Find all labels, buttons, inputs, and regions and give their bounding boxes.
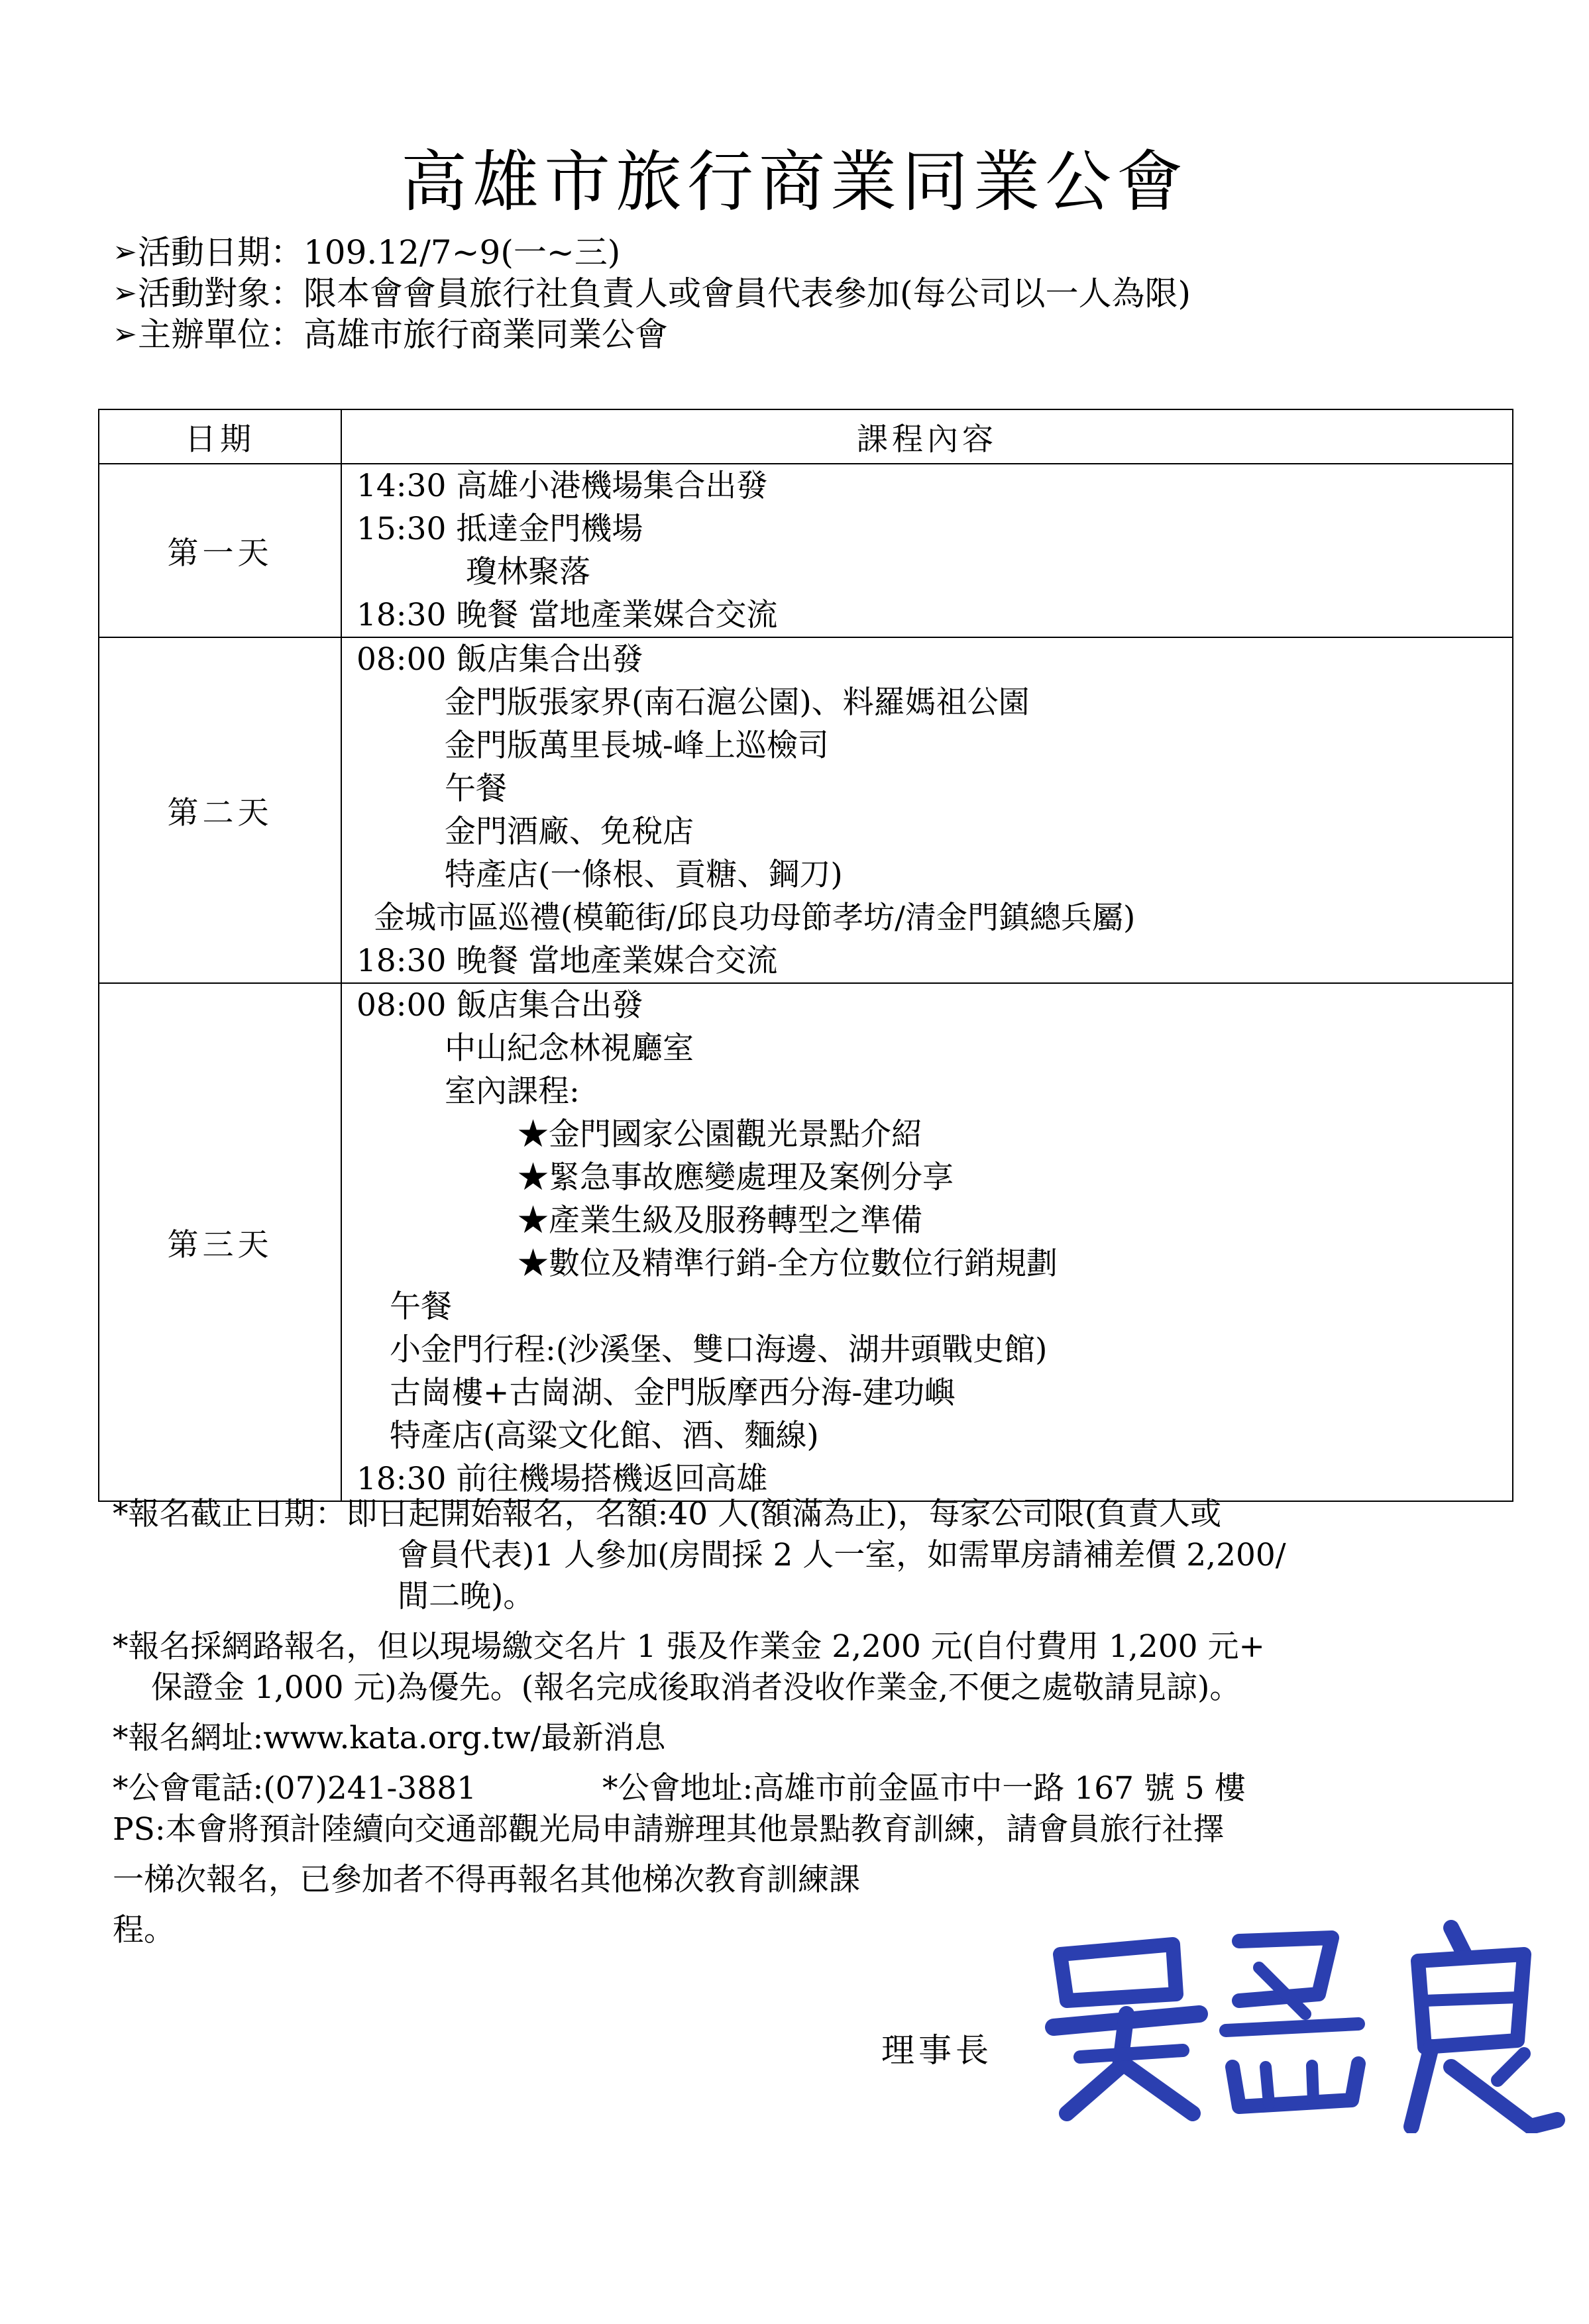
day-content	[341, 983, 1513, 1501]
chairman-label: 理事長	[881, 2031, 993, 2070]
schedule-item: 金城市區巡禮(模範街/邱良功母節孝坊/清金門鎮總兵屬)	[374, 900, 1136, 936]
schedule-row	[99, 637, 1513, 983]
schedule-item: 午餐	[445, 770, 507, 807]
deadline-note: *報名截止日期：即日起開始報名，名額:40 人(額滿為止)，每家公司限(負責人或	[113, 1496, 1222, 1532]
schedule-item: 小金門行程:(沙溪堡、雙口海邊、湖井頭戰史館)	[390, 1332, 1048, 1368]
schedule-item: 古崗樓+古崗湖、金門版摩西分海-建功嶼	[390, 1375, 956, 1411]
schedule-table	[98, 409, 1513, 1502]
day-label: 第二天	[99, 637, 341, 983]
day-label: 第一天	[99, 464, 341, 637]
schedule-item: 室內課程:	[445, 1073, 580, 1110]
schedule-item: 午餐	[390, 1289, 452, 1325]
day-label: 第三天	[99, 983, 341, 1501]
header-content: 課程內容	[341, 409, 1513, 464]
notes-section	[113, 1494, 1504, 1951]
schedule-item: 18:30 前往機場搭機返回高雄	[356, 1461, 768, 1497]
document-title: 高雄市旅行商業同業公會	[401, 143, 1188, 221]
deadline-note-cont: 間二晚)。	[398, 1578, 535, 1614]
schedule-item: 08:00 飯店集合出發	[356, 987, 643, 1024]
schedule-item: 瓊林聚落	[466, 554, 590, 590]
schedule-item: 18:30 晚餐 當地產業媒合交流	[356, 597, 778, 633]
arrow-bullet-icon: ➢	[113, 235, 137, 269]
ps-note-cont: 一梯次報名，已參加者不得再報名其他梯次教育訓練課	[113, 1862, 860, 1898]
schedule-row	[99, 464, 1513, 637]
day-content	[341, 637, 1513, 983]
schedule-row	[99, 983, 1513, 1501]
schedule-item: ★緊急事故應變處理及案例分享	[518, 1159, 954, 1196]
schedule-item: 18:30 晚餐 當地產業媒合交流	[356, 943, 778, 979]
chairman-signature-stamp	[1040, 1915, 1570, 2133]
day-content	[341, 464, 1513, 637]
arrow-bullet-icon: ➢	[113, 317, 137, 351]
schedule-item: 14:30 高雄小港機場集合出發	[356, 468, 768, 504]
payment-note: *報名採網路報名，但以現場繳交名片 1 張及作業金 2,200 元(自付費用 1,200 元+	[113, 1628, 1265, 1665]
schedule-item: 中山紀念林視廳室	[445, 1030, 694, 1067]
info-label: 主辦單位：	[138, 315, 303, 354]
contact-line	[113, 1768, 1504, 1809]
schedule-item: 金門酒廠、免稅店	[445, 814, 694, 850]
header-date: 日期	[99, 409, 341, 464]
ps-note: PS:本會將預計陸續向交通部觀光局申請辦理其他景點教育訓練，請會員旅行社擇	[113, 1811, 1225, 1848]
schedule-item: 金門版萬里長城-峰上巡檢司	[445, 727, 829, 764]
payment-note-cont: 保證金 1,000 元)為優先。(報名完成後取消者没收作業金,不便之處敬請見諒)。	[151, 1669, 1241, 1706]
info-date	[113, 232, 1504, 273]
ps-note-cont: 程。	[113, 1912, 175, 1948]
schedule-item: 08:00 飯店集合出發	[356, 641, 643, 678]
schedule-item: ★數位及精準行銷-全方位數位行銷規劃	[518, 1245, 1058, 1282]
schedule-item: 特產店(高粱文化館、酒、麵線)	[390, 1418, 819, 1454]
schedule-item: ★金門國家公園觀光景點介紹	[518, 1116, 922, 1153]
event-info	[113, 232, 1504, 355]
info-value: 高雄市旅行商業同業公會	[303, 315, 668, 354]
schedule-item: 15:30 抵達金門機場	[356, 511, 643, 547]
arrow-bullet-icon: ➢	[113, 276, 137, 310]
schedule-item: 金門版張家界(南石滬公園)、料羅媽祖公園	[445, 684, 1030, 721]
schedule-item: 特產店(一條根、貢糖、鋼刀)	[445, 857, 843, 893]
schedule-item: ★產業生級及服務轉型之準備	[518, 1202, 922, 1239]
table-header-row	[99, 409, 1513, 464]
info-label: 活動日期：	[138, 233, 303, 272]
phone-note: *公會電話:(07)241-3881	[113, 1770, 477, 1807]
info-organizer	[113, 314, 1504, 355]
address-note: *公會地址:高雄市前金區市中一路 167 號 5 樓	[602, 1770, 1246, 1807]
website-note: *報名網址:www.kata.org.tw/最新消息	[113, 1720, 666, 1756]
info-audience	[113, 273, 1504, 314]
info-value: 限本會會員旅行社負責人或會員代表參加(每公司以一人為限)	[303, 274, 1191, 313]
info-value: 109.12/7~9(一~三)	[303, 233, 621, 272]
deadline-note-cont: 會員代表)1 人參加(房間採 2 人一室，如需單房請補差價 2,200/	[398, 1537, 1286, 1573]
info-label: 活動對象：	[138, 274, 303, 313]
